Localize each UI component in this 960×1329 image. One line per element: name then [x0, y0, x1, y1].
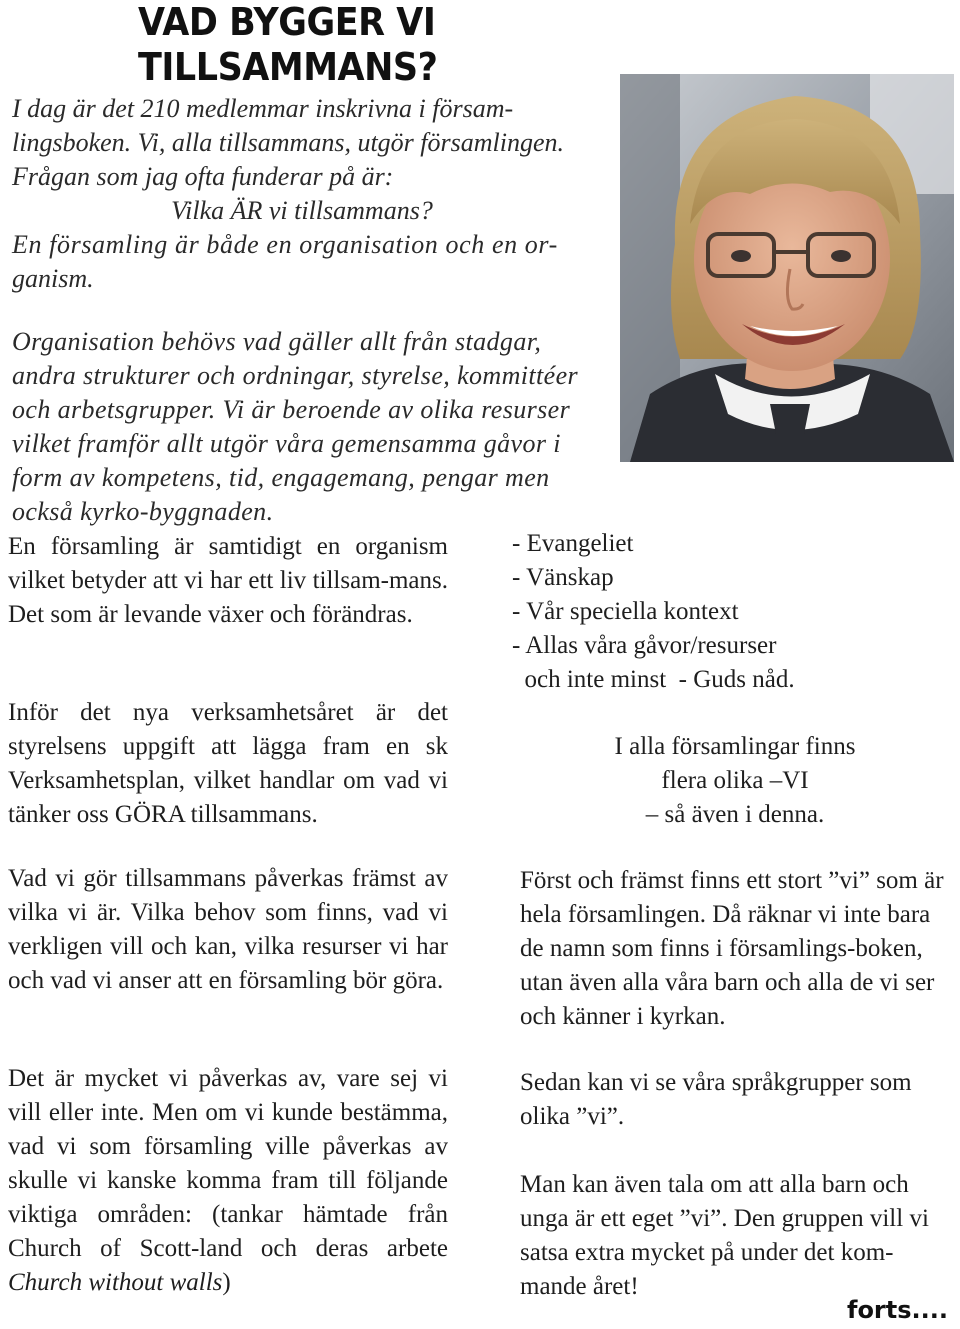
center-line: – så även i denna.: [645, 801, 825, 828]
last-paragraph: [8, 1062, 448, 1300]
organism-paragraph: En församling är samtidigt en organism vilket betyder att vi har ett liv tillsam-mans. Det som är levande växer och förändras.: [8, 533, 448, 628]
list-item: - Evangeliet: [512, 530, 634, 557]
title-line-1: VAD BYGGER VI: [138, 0, 436, 44]
intro-question: Vilka ÄR vi tillsammans?: [171, 196, 433, 225]
verksamhet-paragraph: Inför det nya verksamhetsåret är det styrelsens uppgift att lägga fram en sk Verksamhetsplan, vilket handlar om vad vi tänker oss GÖRA tillsammans.: [8, 699, 448, 828]
portrait-photo-icon: [620, 74, 954, 462]
list-item: och inte minst - Guds nåd.: [512, 666, 795, 693]
center-line: flera olika –VI: [661, 767, 809, 794]
intro-line: I dag är det 210 medlemmar inskrivna i försam-: [12, 94, 514, 123]
last-paragraph-italic: Church without walls: [8, 1269, 223, 1296]
focus-area-list: [512, 527, 952, 697]
intro-line: Frågan som jag ofta funderar på är:: [12, 162, 394, 191]
intro-paragraph: [12, 92, 612, 296]
page-title: [138, 0, 437, 90]
org-line: Organisation behövs vad gäller allt från stadgar,: [12, 327, 542, 356]
intro-line: En församling är både en organisation och en or-: [12, 230, 558, 259]
last-paragraph-text: Det är mycket vi påverkas av, vare sej vi vill eller inte. Men om vi kunde bestämma, vad vi som församling ville påverkas av skulle vi kanske komma fram till följande viktiga områden: (tankar hämtade från Church of Scott-land och deras arbete: [8, 1065, 448, 1262]
right-paragraph-1: Först och främst finns ett stort ”vi” som är hela församlingen. Då räknar vi inte bara de namn som finns i församlings-boken, utan även alla våra barn och alla de vi ser och känner i kyrkan.: [520, 867, 944, 1030]
org-line: form av kompetens, tid, engagemang, pengar men: [12, 463, 550, 492]
intro-line: ganism.: [12, 264, 94, 293]
center-line: I alla församlingar finns: [614, 733, 856, 760]
organisation-paragraph: [12, 325, 612, 529]
title-line-2: TILLSAMMANS?: [138, 45, 438, 89]
org-line: andra strukturer och ordningar, styrelse, kommittéer: [12, 361, 579, 390]
continued-marker: forts....: [847, 1296, 948, 1324]
list-item: - Allas våra gåvor/resurser: [512, 632, 777, 659]
intro-line: lingsboken. Vi, alla tillsammans, utgör församlingen.: [12, 128, 565, 157]
right-paragraph-3: Man kan även tala om att alla barn och unga är ett eget ”vi”. Den gruppen vill vi satsa extra mycket på under det kom-mande året!: [520, 1171, 929, 1300]
org-line: vilket framför allt utgör våra gemensamma gåvor i: [12, 429, 561, 458]
org-line: också kyrko-byggnaden.: [12, 497, 274, 526]
list-item: - Vår speciella kontext: [512, 598, 739, 625]
right-paragraph-2: Sedan kan vi se våra språkgrupper som olika ”vi”.: [520, 1069, 912, 1130]
org-line: och arbetsgrupper. Vi är beroende av olika resurser: [12, 395, 571, 424]
paverkas-paragraph: Vad vi gör tillsammans påverkas främst av vilka vi är. Vilka behov som finns, vad vi verkligen vill och kan, vilka resurser vi har och vad vi anser att en församling bör göra.: [8, 865, 448, 994]
last-paragraph-close: ): [222, 1269, 231, 1296]
list-item: - Vänskap: [512, 564, 614, 591]
center-statement: [520, 730, 950, 832]
